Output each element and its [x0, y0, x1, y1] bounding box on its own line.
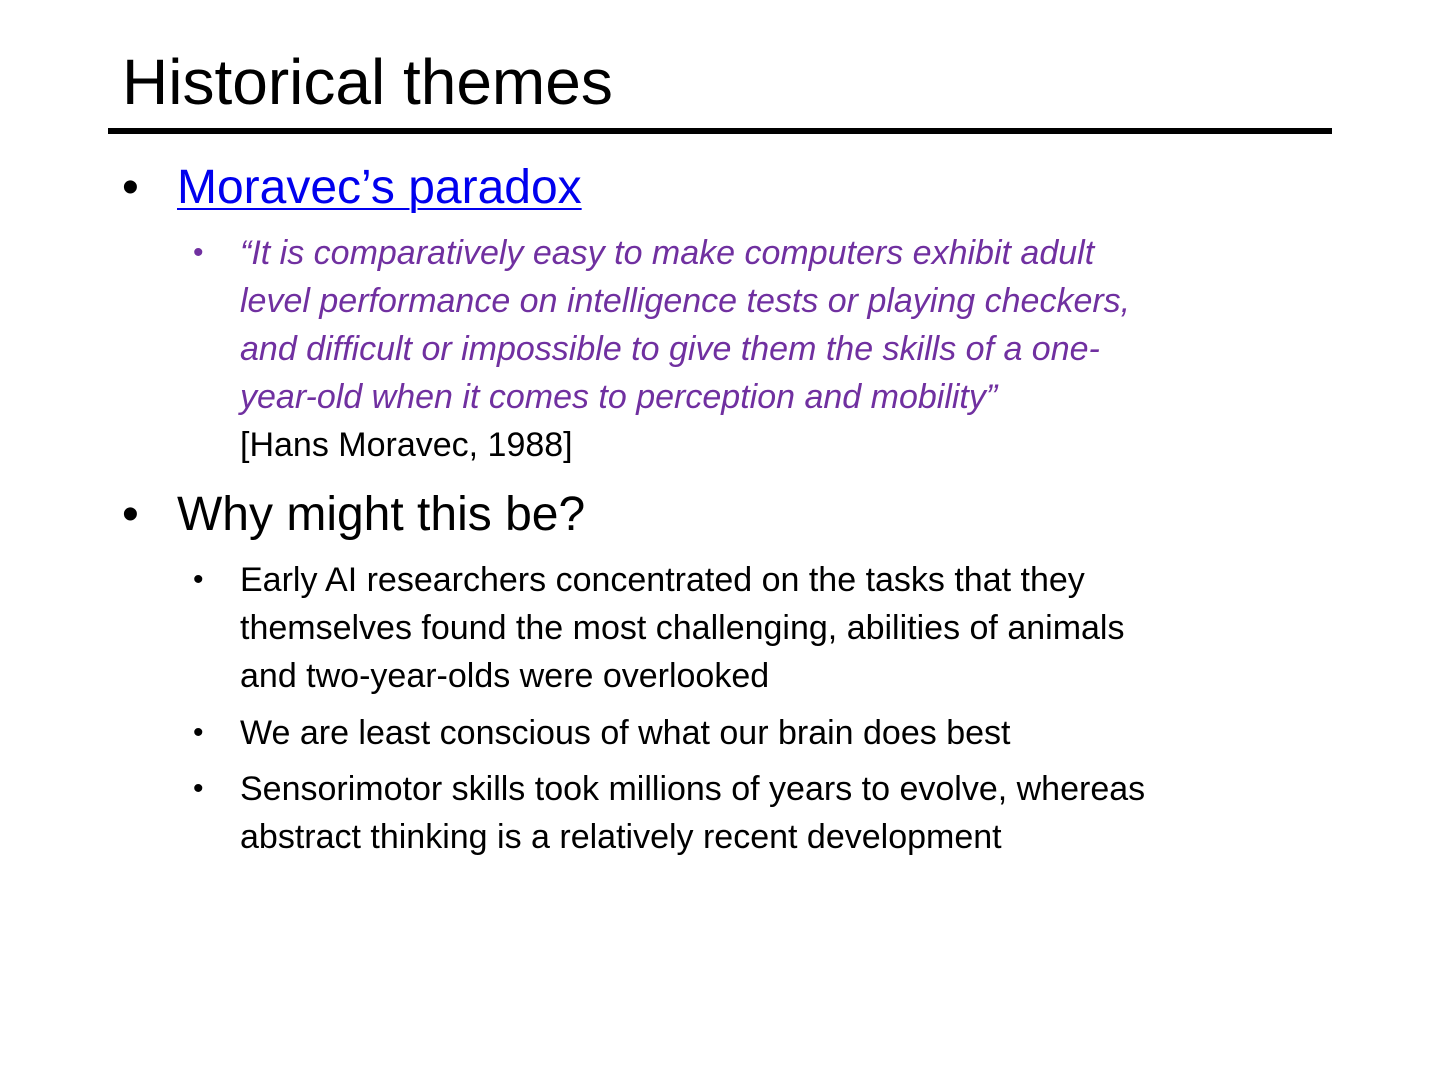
quote-line: “It is comparatively easy to make computers exhibit adult	[240, 234, 1095, 272]
moravecs-paradox-link[interactable]: Moravec’s paradox	[177, 161, 582, 214]
sub-bullet-line: We are least conscious of what our brain does best	[240, 714, 1011, 752]
sub-bullet-line: themselves found the most challenging, abilities of animals	[240, 609, 1125, 647]
sub-bullet-text	[240, 765, 1330, 861]
sub-bullet-line: Early AI researchers concentrated on the tasks that they	[240, 561, 1085, 599]
sub-bullet-dot: •	[193, 236, 204, 269]
bullet-label: Why might this be?	[177, 488, 586, 541]
quote-line: level performance on intelligence tests or playing checkers,	[240, 282, 1131, 320]
sub-bullet-dot: •	[193, 563, 204, 596]
quote-attribution: [Hans Moravec, 1988]	[240, 426, 573, 464]
title-divider	[108, 128, 1332, 134]
quote-block	[240, 229, 1330, 469]
bullet-dot: •	[122, 161, 139, 214]
sub-bullet-line: abstract thinking is a relatively recent development	[240, 818, 1002, 856]
quote-line: and difficult or impossible to give them the skills of a one-	[240, 330, 1100, 368]
sub-bullet-text	[240, 709, 1330, 757]
sub-bullet-dot: •	[193, 772, 204, 805]
slide-title: Historical themes	[122, 46, 613, 118]
sub-bullet-dot: •	[193, 716, 204, 749]
bullet-dot: •	[122, 488, 139, 541]
quote-line: year-old when it comes to perception and mobility”	[240, 378, 998, 416]
sub-bullet-line: Sensorimotor skills took millions of years to evolve, whereas	[240, 770, 1146, 808]
sub-bullet-text	[240, 556, 1330, 700]
sub-bullet-line: and two-year-olds were overlooked	[240, 657, 770, 695]
